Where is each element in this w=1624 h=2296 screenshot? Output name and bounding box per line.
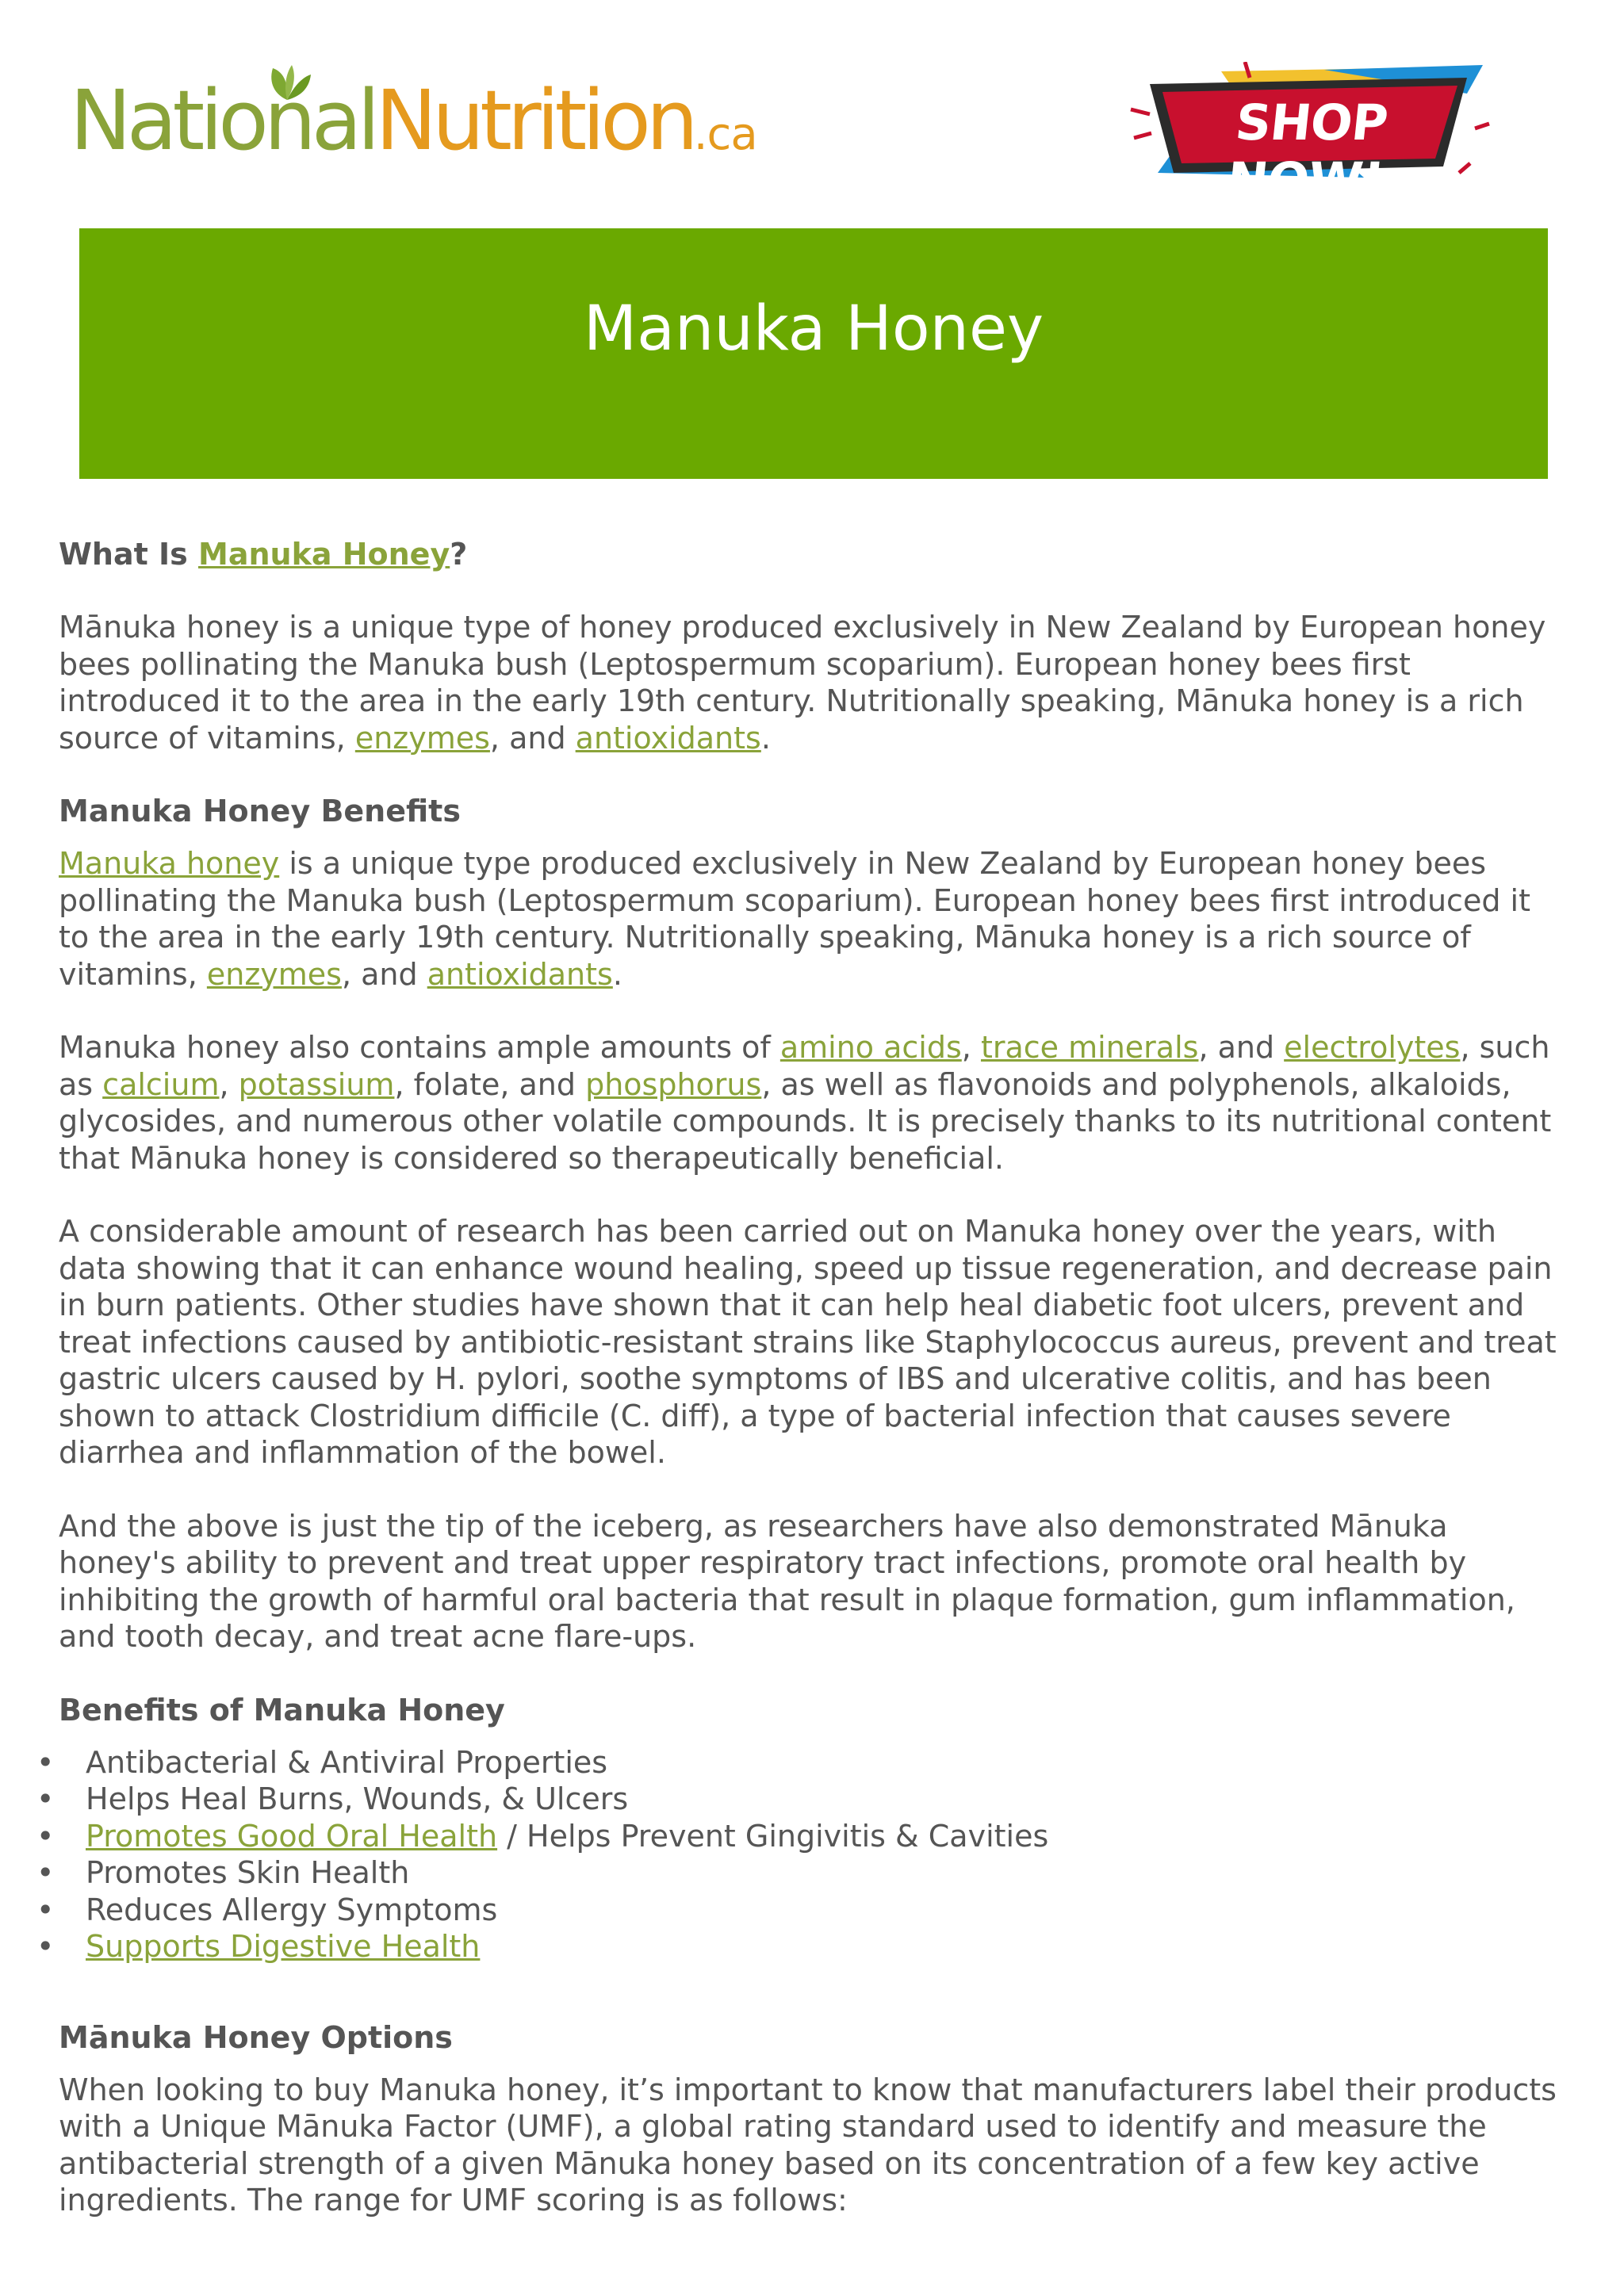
bullet: • (36, 1855, 55, 1890)
benefits-list (36, 1744, 1565, 1965)
benefits-p1-text: is a unique type produced exclusively in New Zealand by European honey bees pollinating the Manuka bush (Leptospermum scoparium). European honey bees first introduced it to the area in the early 19th century. Nutritionally speaking, Mānuka honey is a rich source of vitamins, (59, 846, 1530, 992)
bullet: • (36, 1781, 55, 1816)
benefits-p1-mid: , and (341, 956, 427, 992)
trace-minerals-link[interactable]: trace minerals (980, 1030, 1199, 1065)
p2-text-4: , (219, 1066, 239, 1102)
oral-health-link[interactable]: Promotes Good Oral Health (86, 1818, 498, 1854)
antioxidants-link[interactable]: antioxidants (575, 720, 761, 756)
phosphorus-link[interactable]: phosphorus (585, 1066, 762, 1102)
enzymes-link-2[interactable]: enzymes (206, 956, 342, 992)
what-is-paragraph (59, 609, 1565, 756)
electrolytes-link[interactable]: electrolytes (1284, 1030, 1461, 1065)
bullet: • (36, 1929, 55, 1964)
bullet: • (36, 1892, 55, 1927)
p2-text-1: , (961, 1030, 981, 1065)
shop-now-label: SHOP NOW! (1224, 94, 1391, 209)
amino-acids-link[interactable]: amino acids (779, 1030, 962, 1065)
what-is-heading (59, 536, 1565, 572)
list-item-label: Antibacterial & Antiviral Properties (86, 1744, 608, 1780)
list-item-label: Reduces Allergy Symptoms (86, 1892, 498, 1927)
bullet: • (36, 1818, 55, 1854)
what-is-end: . (760, 720, 771, 756)
what-is-text: Mānuka honey is a unique type of honey produced exclusively in New Zealand by European honey bees pollinating the Manuka bush (Leptospermum scoparium). European honey bees first introduced it to the area in the early 19th century. Nutritionally speaking, Mānuka honey is a rich source of vitamins, (59, 610, 1546, 756)
bullet: • (36, 1744, 55, 1780)
p2-text-2: , and (1198, 1030, 1285, 1065)
options-paragraph: When looking to buy Manuka honey, it’s important to know that manufacturers label their products with a Unique Mānuka Factor (UMF), a global rating standard used to identify and measure the antibacterial strength of a given Mānuka honey based on its concentration of a few key active ingredients. The range for UMF scoring is as follows: (59, 2072, 1557, 2218)
list-item (36, 1818, 1565, 1855)
benefits-paragraph-2 (59, 1029, 1565, 1177)
p2-text-6: , as well as flavonoids and polyphenols, alkaloids, glycosides, and numerous other volatile compounds. It is precisely thanks to its nutritional content that Mānuka honey is considered so therapeutically beneficial. (59, 1066, 1552, 1176)
list-item-label: Promotes Skin Health (86, 1855, 410, 1890)
antioxidants-link-2[interactable]: antioxidants (427, 956, 613, 992)
logo-tld: .ca (693, 109, 757, 160)
potassium-link[interactable]: potassium (238, 1066, 395, 1102)
list-item-label: / Helps Prevent Gingivitis & Cavities (497, 1818, 1049, 1854)
page-title: Manuka Honey (583, 293, 1044, 365)
list-item (36, 1892, 1565, 1929)
logo-part-nutrition: Nutrition (375, 72, 694, 169)
what-is-mid: , and (489, 720, 576, 756)
benefits-paragraph-3: A considerable amount of research has been carried out on Manuka honey over the years, with data showing that it can enhance wound healing, speed up tissue regeneration, and decrease pain in burn patients. Other studies have shown that it can help heal diabetic foot ulcers, prevent and treat infections caused by antibiotic-resistant strains like Staphylococcus aureus, prevent and treat gastric ulcers caused by H. pylori, soothe symptoms of IBS and ulcerative colitis, and has been shown to attack Clostridium difficile (C. diff), a type of bacterial infection that causes severe diarrhea and inflammation of the bowel. (59, 1214, 1557, 1470)
list-item (36, 1744, 1565, 1781)
benefits-p1-end: . (612, 956, 622, 992)
article-body (36, 536, 1565, 2219)
p2-text-5: , folate, and (394, 1066, 586, 1102)
p2-text-0: Manuka honey also contains ample amounts of (59, 1030, 780, 1065)
what-is-prefix: What Is (59, 537, 198, 572)
digestive-health-link[interactable]: Supports Digestive Health (86, 1929, 481, 1964)
list-item (36, 1854, 1565, 1892)
national-nutrition-logo[interactable] (70, 63, 757, 190)
what-is-suffix: ? (450, 537, 468, 572)
manuka-honey-heading-link[interactable]: Manuka Honey (198, 537, 450, 572)
benefits-heading: Manuka Honey Benefits (59, 794, 461, 828)
page-header (0, 0, 1624, 222)
list-item (36, 1781, 1565, 1818)
shop-now-button[interactable] (1126, 62, 1491, 209)
title-banner (79, 228, 1548, 479)
list-item-label: Helps Heal Burns, Wounds, & Ulcers (86, 1781, 629, 1816)
logo-part-national: National (70, 72, 376, 169)
list-item (36, 1928, 1565, 1965)
benefits-list-heading: Benefits of Manuka Honey (59, 1692, 505, 1728)
logo-wordmark (70, 73, 757, 182)
benefits-paragraph-4: And the above is just the tip of the iceberg, as researchers have also demonstrated Mānuka honey's ability to prevent and treat upper respiratory tract infections, promote oral health by inhibiting the growth of harmful oral bacteria that result in plaque formation, gum inflammation, and tooth decay, and treat acne flare-ups. (59, 1508, 1515, 1654)
p2-text-3: , such as (59, 1030, 1550, 1102)
options-heading: Mānuka Honey Options (59, 2019, 453, 2055)
enzymes-link[interactable]: enzymes (354, 720, 490, 756)
benefits-paragraph-1 (59, 845, 1565, 993)
calcium-link[interactable]: calcium (102, 1066, 220, 1102)
manuka-honey-link[interactable]: Manuka honey (59, 846, 280, 881)
